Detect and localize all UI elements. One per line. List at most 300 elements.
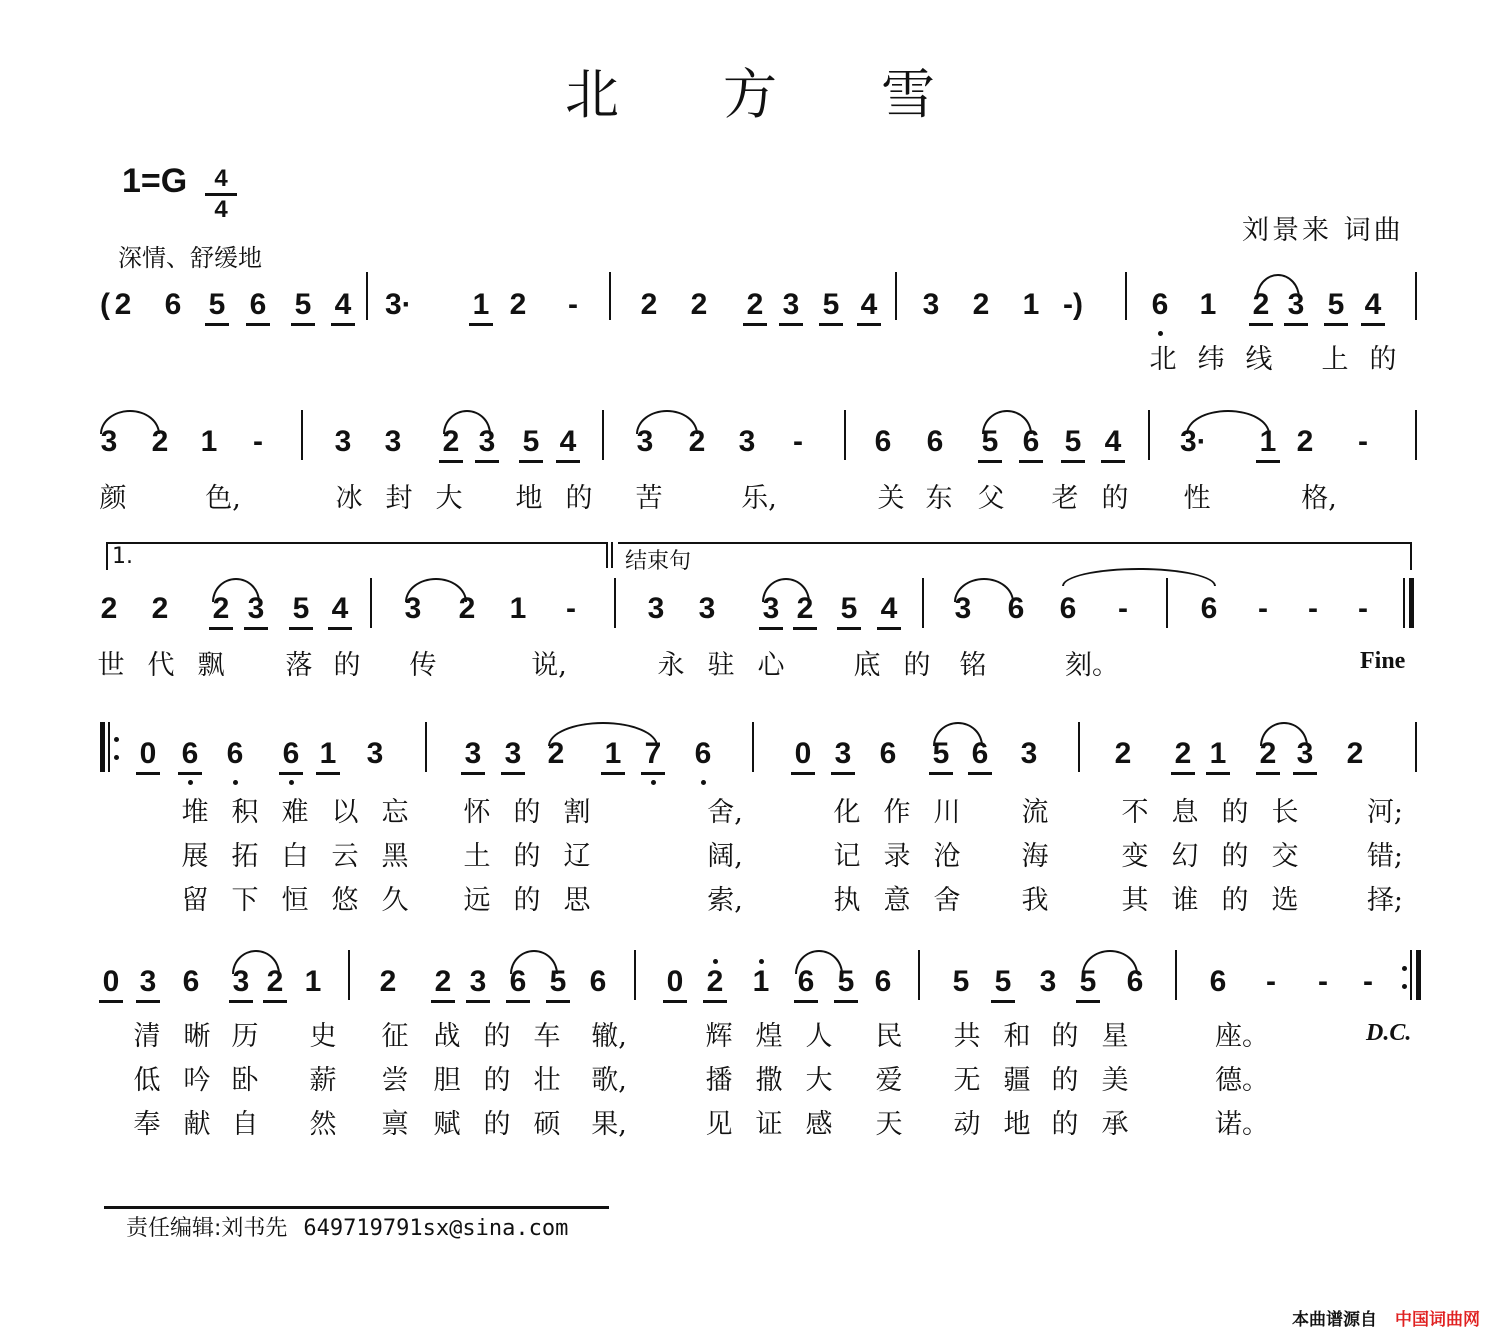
- note: 2: [100, 592, 118, 625]
- note: 2: [1296, 425, 1314, 458]
- lyric: 线: [1245, 344, 1273, 375]
- lyric: 胆: [433, 1065, 461, 1096]
- note: 2: [438, 425, 464, 459]
- lyric: 幻: [1171, 841, 1199, 872]
- editor-email: 649719791sx@sina.com: [303, 1216, 569, 1241]
- note: 3·: [1180, 425, 1207, 458]
- lyric: 忘: [381, 797, 409, 828]
- note: 3: [465, 965, 491, 999]
- note: 2: [1346, 737, 1364, 770]
- note: 2: [151, 425, 169, 458]
- lyric: 爱: [875, 1065, 903, 1096]
- lyric: 苦: [635, 483, 663, 514]
- lyric: 共: [953, 1021, 981, 1052]
- slur: [510, 950, 558, 974]
- note: 3: [228, 965, 254, 999]
- lyric: 播: [705, 1065, 733, 1096]
- lyric: 战: [433, 1021, 461, 1052]
- barline: [634, 950, 636, 1000]
- lyric: 史: [309, 1021, 337, 1052]
- lyric: 其: [1121, 885, 1149, 916]
- barline: [1415, 272, 1417, 320]
- lyric: 拓: [231, 841, 259, 872]
- barline: [1175, 950, 1177, 1000]
- note: -: [1308, 592, 1318, 625]
- lyric: 我: [1021, 885, 1049, 916]
- lyric: 息: [1171, 797, 1199, 828]
- barline: [1125, 272, 1127, 320]
- note: 2: [262, 965, 288, 999]
- lyric: 感: [805, 1109, 833, 1140]
- lyric: 录: [883, 841, 911, 872]
- note: 2: [1248, 288, 1274, 322]
- note: 7: [640, 737, 666, 771]
- lyric: 大: [435, 483, 463, 514]
- note: 1: [304, 965, 322, 998]
- note: 0: [662, 965, 688, 999]
- note: -: [793, 425, 803, 458]
- double-bar-volta: [606, 542, 608, 568]
- tempo-marking: 深情、舒缓地: [118, 244, 262, 272]
- lyric: 的: [1051, 1109, 1079, 1140]
- lyric: 关: [877, 483, 905, 514]
- lyric: 飘: [197, 650, 225, 681]
- note: 1: [468, 288, 494, 322]
- lyric: 黑: [381, 841, 409, 872]
- note: 2: [379, 965, 397, 998]
- lyric: 上: [1321, 344, 1349, 375]
- barline: [918, 950, 920, 1000]
- note: 2: [690, 288, 708, 321]
- lyric: 清: [133, 1021, 161, 1052]
- note: 6: [1007, 592, 1025, 625]
- lyric: 自: [231, 1109, 259, 1140]
- slur: [636, 410, 698, 434]
- note: 4: [1100, 425, 1126, 459]
- note: -: [1363, 965, 1373, 998]
- lyric: 落: [285, 650, 313, 681]
- slur: [232, 950, 280, 974]
- lyric: 以: [331, 797, 359, 828]
- barline: [370, 578, 372, 628]
- note: 3: [636, 425, 654, 458]
- note: 1: [1199, 288, 1217, 321]
- lyric: 地: [515, 483, 543, 514]
- lyric: 的: [1051, 1065, 1079, 1096]
- note: 0: [135, 737, 161, 771]
- note: 5: [818, 288, 844, 322]
- note: 2: [688, 425, 706, 458]
- barline: [301, 410, 303, 460]
- lyric: 底: [853, 650, 881, 681]
- lyric: 东: [925, 483, 953, 514]
- lyric: 海: [1021, 841, 1049, 872]
- lyric: 的: [513, 841, 541, 872]
- lyric: 交: [1271, 841, 1299, 872]
- note: 4: [856, 288, 882, 322]
- lyric: 下: [231, 885, 259, 916]
- final-bar: [1409, 578, 1414, 628]
- lyric: 吟: [183, 1065, 211, 1096]
- final-bar: [1403, 578, 1405, 628]
- note: 2: [458, 592, 476, 625]
- note: 6: [1147, 288, 1173, 322]
- lyric: 硕: [533, 1109, 561, 1140]
- repeat-end-bar: [1416, 950, 1421, 1000]
- barline: [1148, 410, 1150, 460]
- lyric: 德。: [1215, 1065, 1269, 1096]
- note: 2: [972, 288, 990, 321]
- lyric: 动: [953, 1109, 981, 1140]
- lyric: 思: [563, 885, 591, 916]
- note: 1: [1255, 425, 1281, 459]
- lyric: 的: [1221, 797, 1249, 828]
- note: 6: [1200, 592, 1218, 625]
- barline: [922, 578, 924, 628]
- lyric: 舍: [933, 885, 961, 916]
- lyric: 执: [833, 885, 861, 916]
- lyric: 代: [147, 650, 175, 681]
- lyric: 云: [331, 841, 359, 872]
- note: (: [100, 288, 110, 321]
- note: 3: [1020, 737, 1038, 770]
- note: 5: [952, 965, 970, 998]
- note: -: [1118, 592, 1128, 625]
- lyric: 的: [333, 650, 361, 681]
- note: 2: [208, 592, 234, 626]
- slur: [1062, 568, 1216, 586]
- note: 5: [518, 425, 544, 459]
- note: 5: [990, 965, 1016, 999]
- barline: [1078, 722, 1080, 772]
- barline: [366, 272, 368, 320]
- repeat-dot: [1402, 966, 1407, 971]
- lyric: 纬: [1197, 344, 1225, 375]
- lyric: 撒: [755, 1065, 783, 1096]
- note: 2: [547, 737, 565, 770]
- note: -: [1258, 592, 1268, 625]
- note: 3: [100, 425, 118, 458]
- note: 3: [474, 425, 500, 459]
- slur: [212, 578, 260, 602]
- note: 6: [690, 737, 716, 771]
- time-signature: 4 4: [205, 166, 237, 223]
- lyric: 北: [1149, 344, 1177, 375]
- slur: [795, 950, 843, 974]
- editor-credit: 责任编辑:刘书先 649719791sx@sina.com: [126, 1216, 569, 1241]
- note: 5: [833, 965, 859, 999]
- note: 1: [509, 592, 527, 625]
- note: 6: [926, 425, 944, 458]
- lyric: 低: [133, 1065, 161, 1096]
- note: 5: [204, 288, 230, 322]
- slur: [954, 578, 1014, 602]
- lyric: 历: [231, 1021, 259, 1052]
- lyric: 见: [705, 1109, 733, 1140]
- barline: [1415, 410, 1417, 460]
- note: 6: [1059, 592, 1077, 625]
- lyric: 心: [757, 650, 785, 681]
- note: -: [1318, 965, 1328, 998]
- lyric: 索,: [707, 885, 743, 916]
- note: 3: [738, 425, 756, 458]
- lyric: 的: [565, 483, 593, 514]
- lyric: 的: [513, 885, 541, 916]
- lyric: 辽: [563, 841, 591, 872]
- lyric: 卧: [231, 1065, 259, 1096]
- note: 4: [327, 592, 353, 626]
- lyric: 铭: [959, 650, 987, 681]
- volta-bracket-2: [618, 542, 1412, 570]
- note: 2: [702, 965, 728, 999]
- note: 6: [505, 965, 531, 999]
- note: -: [253, 425, 263, 458]
- note: -: [1358, 425, 1368, 458]
- dc-marking: D.C.: [1366, 1020, 1412, 1046]
- lyric: 禀: [381, 1109, 409, 1140]
- slur: [762, 578, 810, 602]
- lyric: 选: [1271, 885, 1299, 916]
- note: 3: [500, 737, 526, 771]
- lyric: 化: [833, 797, 861, 828]
- note: 1: [1022, 288, 1040, 321]
- lyric: 悠: [331, 885, 359, 916]
- note: 3: [1283, 288, 1309, 322]
- note: -): [1063, 288, 1083, 321]
- source-credit: 本曲谱源自 中国词曲网: [1292, 1310, 1480, 1330]
- note: 5: [290, 288, 316, 322]
- lyric: 说,: [531, 650, 567, 681]
- lyric: 留: [181, 885, 209, 916]
- lyric: 白: [281, 841, 309, 872]
- lyric: 割: [563, 797, 591, 828]
- lyric: 阔,: [707, 841, 743, 872]
- lyric: 不: [1121, 797, 1149, 828]
- note: 5: [1060, 425, 1086, 459]
- note: 2: [792, 592, 818, 626]
- repeat-dot: [1402, 984, 1407, 989]
- note: 3: [778, 288, 804, 322]
- lyric: 献: [183, 1109, 211, 1140]
- lyric: 的: [483, 1021, 511, 1052]
- barline: [895, 272, 897, 320]
- fine-marking: Fine: [1360, 648, 1406, 674]
- lyric: 辙,: [591, 1021, 627, 1052]
- lyric: 疆: [1003, 1065, 1031, 1096]
- lyric: 座。: [1215, 1021, 1269, 1052]
- lyric: 恒: [281, 885, 309, 916]
- lyric: 人: [805, 1021, 833, 1052]
- lyric: 驻: [707, 650, 735, 681]
- lyric: 父: [977, 483, 1005, 514]
- barline: [614, 578, 616, 628]
- lyric: 川: [933, 797, 961, 828]
- lyric: 果,: [591, 1109, 627, 1140]
- note: 1: [200, 425, 218, 458]
- double-bar-volta: [611, 542, 613, 568]
- barline: [1415, 722, 1417, 772]
- slur: [1256, 274, 1300, 298]
- note: -: [566, 592, 576, 625]
- lyric: 舍,: [707, 797, 743, 828]
- note: 6: [1018, 425, 1044, 459]
- note: 3: [954, 592, 972, 625]
- volta-label-1: 1.: [112, 544, 133, 569]
- lyric: 无: [953, 1065, 981, 1096]
- note: 6: [793, 965, 819, 999]
- lyric: 色,: [205, 483, 241, 514]
- barline: [752, 722, 754, 772]
- slur: [933, 722, 983, 746]
- lyric: 错;: [1366, 841, 1404, 872]
- note: 2: [151, 592, 169, 625]
- lyric: 作: [883, 797, 911, 828]
- lyric: 薪: [309, 1065, 337, 1096]
- lyric: 车: [533, 1021, 561, 1052]
- lyric: 格,: [1301, 483, 1337, 514]
- note: 6: [874, 425, 892, 458]
- lyric: 传: [409, 650, 437, 681]
- note: 6: [874, 965, 892, 998]
- note: 6: [967, 737, 993, 771]
- note: 3: [243, 592, 269, 626]
- lyric: 土: [463, 841, 491, 872]
- lyric: 的: [1101, 483, 1129, 514]
- barline: [348, 950, 350, 1000]
- lyric: 的: [1369, 344, 1397, 375]
- note: 3: [1039, 965, 1057, 998]
- lyric: 大: [805, 1065, 833, 1096]
- note: 3: [830, 737, 856, 771]
- note: 3: [404, 592, 422, 625]
- repeat-dot: [114, 737, 119, 742]
- lyric: 长: [1271, 797, 1299, 828]
- lyric: 久: [381, 885, 409, 916]
- lyric: 煌: [755, 1021, 783, 1052]
- note: 6: [177, 737, 203, 771]
- slur: [548, 722, 658, 746]
- note: 6: [182, 965, 200, 998]
- lyric: 奉: [133, 1109, 161, 1140]
- lyric: 的: [1051, 1021, 1079, 1052]
- note: 5: [288, 592, 314, 626]
- slur: [1260, 722, 1308, 746]
- repeat-end-bar: [1410, 950, 1412, 1000]
- lyric: 晰: [183, 1021, 211, 1052]
- note: 6: [1209, 965, 1227, 998]
- note: 5: [1323, 288, 1349, 322]
- lyric: 诺。: [1215, 1109, 1269, 1140]
- repeat-start-bar: [108, 722, 110, 772]
- lyric: 堆: [181, 797, 209, 828]
- note: 5: [977, 425, 1003, 459]
- lyric: 刻。: [1065, 650, 1119, 681]
- lyric: 的: [483, 1109, 511, 1140]
- slur: [443, 410, 491, 434]
- note: 0: [790, 737, 816, 771]
- barline: [609, 272, 611, 320]
- lyric: 变: [1121, 841, 1149, 872]
- note: 5: [928, 737, 954, 771]
- lyric: 壮: [533, 1065, 561, 1096]
- note: 6: [278, 737, 304, 771]
- lyric: 的: [1221, 885, 1249, 916]
- lyric: 民: [875, 1021, 903, 1052]
- note: 4: [876, 592, 902, 626]
- note: 4: [330, 288, 356, 322]
- note: -: [568, 288, 578, 321]
- note: -: [1266, 965, 1276, 998]
- lyric: 赋: [433, 1109, 461, 1140]
- lyric: 的: [483, 1065, 511, 1096]
- note: 6: [1126, 965, 1144, 998]
- key-signature: 1=G: [122, 162, 188, 200]
- lyric: 意: [883, 885, 911, 916]
- note: 3: [366, 737, 384, 770]
- note: 3: [698, 592, 716, 625]
- composer-credit: 刘景来 词曲: [1242, 215, 1404, 246]
- lyric: 远: [463, 885, 491, 916]
- note: 3: [758, 592, 784, 626]
- note: 5: [1075, 965, 1101, 999]
- source-site-link[interactable]: 中国词曲网: [1395, 1310, 1480, 1330]
- note: 6: [879, 737, 897, 770]
- repeat-dot: [114, 755, 119, 760]
- note: 2: [430, 965, 456, 999]
- repeat-start-bar: [100, 722, 105, 772]
- note: 3: [460, 737, 486, 771]
- lyric: 美: [1101, 1065, 1129, 1096]
- note: 1: [748, 965, 774, 999]
- lyric: 地: [1003, 1109, 1031, 1140]
- lyric: 和: [1003, 1021, 1031, 1052]
- volta-bracket-1: [106, 542, 608, 570]
- note: 3: [334, 425, 352, 458]
- editor-divider: [104, 1206, 609, 1209]
- note: 4: [1360, 288, 1386, 322]
- lyric: 积: [231, 797, 259, 828]
- lyric: 冰: [335, 483, 363, 514]
- lyric: 天: [875, 1109, 903, 1140]
- note: 2: [1114, 737, 1132, 770]
- lyric: 永: [657, 650, 685, 681]
- slur: [100, 410, 160, 434]
- lyric: 的: [903, 650, 931, 681]
- note: 6: [589, 965, 607, 998]
- slur: [405, 578, 467, 602]
- lyric: 世: [97, 650, 125, 681]
- lyric: 征: [381, 1021, 409, 1052]
- slur: [982, 410, 1032, 434]
- lyric: 记: [833, 841, 861, 872]
- lyric: 尝: [381, 1065, 409, 1096]
- lyric: 封: [385, 483, 413, 514]
- lyric: 难: [281, 797, 309, 828]
- note: 4: [555, 425, 581, 459]
- note: 2: [509, 288, 527, 321]
- note: 0: [98, 965, 124, 999]
- note: 3: [922, 288, 940, 321]
- note: 3: [384, 425, 402, 458]
- lyric: 证: [755, 1109, 783, 1140]
- lyric: 辉: [705, 1021, 733, 1052]
- lyric: 乐,: [741, 483, 777, 514]
- lyric: 的: [513, 797, 541, 828]
- lyric: 流: [1021, 797, 1049, 828]
- lyric: 然: [309, 1109, 337, 1140]
- note: 5: [545, 965, 571, 999]
- barline: [425, 722, 427, 772]
